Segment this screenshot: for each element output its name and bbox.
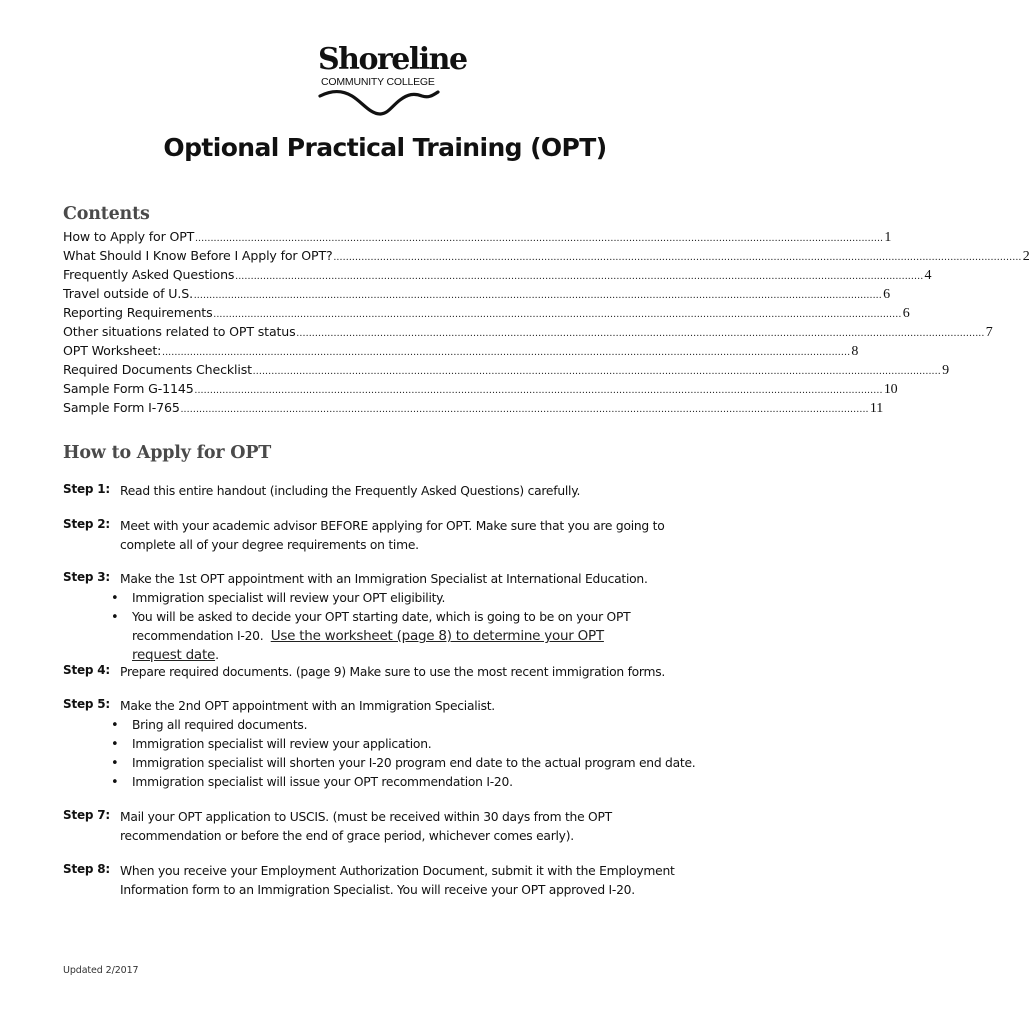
step-label: Step 7: xyxy=(63,808,111,822)
step-text-line: Mail your OPT application to USCIS. (must be received within 30 days from the OPT recommendation or before the end of grace period, whichever comes early). xyxy=(120,810,612,843)
toc-item-label: Required Documents Checklist xyxy=(63,362,252,377)
step-text-line: Make the 2nd OPT appointment with an Immigration Specialist. xyxy=(120,699,495,713)
toc-item-label: Sample Form I-765 xyxy=(63,400,180,415)
wave-icon xyxy=(318,88,440,118)
page-title: Optional Practical Training (OPT) xyxy=(163,133,607,162)
toc-item[interactable] xyxy=(63,381,898,400)
bullet-item xyxy=(120,589,720,608)
toc-item[interactable] xyxy=(63,343,859,362)
step-label: Step 1: xyxy=(63,482,111,496)
toc-item-page: 10 xyxy=(883,382,898,397)
toc-leader: .............................................................................................................................................................................................................................. xyxy=(195,233,884,244)
bullet-text: Immigration specialist will review your OPT eligibility. xyxy=(132,591,446,605)
logo-name: Shoreline xyxy=(318,42,467,77)
toc-leader: .............................................................................................................................................................................................................................. xyxy=(296,328,985,339)
shoreline-logo xyxy=(318,42,467,120)
step-text xyxy=(120,697,720,792)
bullet-text: Immigration specialist will issue your OPT recommendation I-20. xyxy=(132,775,513,789)
bullet-text: Immigration specialist will review your application. xyxy=(132,737,432,751)
bullet-text: You will be asked to decide your OPT starting date, which is going to be on your OPT recommendation I-20. xyxy=(132,610,631,643)
toc-item[interactable] xyxy=(63,305,910,324)
step-text-line: Read this entire handout (including the Frequently Asked Questions) carefully. xyxy=(120,484,581,498)
bullet-item xyxy=(120,754,720,773)
step-label: Step 3: xyxy=(63,570,111,584)
toc-item-label: OPT Worksheet: xyxy=(63,343,162,358)
toc-item-page: 7 xyxy=(985,325,993,340)
toc-item-label: How to Apply for OPT xyxy=(63,229,195,244)
bullet-item: • You will be asked to decide your OPT starting date, which is going to be on your OPT recommendation I-20. Use the worksheet (page 8) to determine your OPT request date. xyxy=(120,608,632,665)
step-text-line: Make the 1st OPT appointment with an Immigration Specialist at International Education. xyxy=(120,572,648,586)
toc-item-page: 11 xyxy=(869,401,884,416)
step-label: Step 2: xyxy=(63,517,111,531)
toc-item-page: 9 xyxy=(942,363,949,378)
section-heading-how-to-apply: How to Apply for OPT xyxy=(63,443,272,463)
bullet-item xyxy=(120,716,720,735)
toc-leader: .............................................................................................................................................................................................................................. xyxy=(333,252,1022,263)
step-text xyxy=(120,663,720,682)
step-text xyxy=(120,570,720,665)
toc-leader: .............................................................................................................................................................................................................................. xyxy=(213,309,902,320)
toc-item-page: 6 xyxy=(902,306,910,321)
toc-item-label: Sample Form G-1145 xyxy=(63,381,194,396)
toc-leader: .............................................................................................................................................................................................................................. xyxy=(235,271,924,282)
toc-leader: .............................................................................................................................................................................................................................. xyxy=(194,385,883,396)
table-of-contents xyxy=(63,229,1030,419)
contents-heading: Contents xyxy=(63,204,150,224)
step-text-line: Prepare required documents. (page 9) Make sure to use the most recent immigration forms. xyxy=(120,665,666,679)
step-text xyxy=(120,862,685,900)
step-text xyxy=(120,808,620,846)
toc-item-page: 6 xyxy=(883,287,890,302)
toc-item-label: Reporting Requirements xyxy=(63,305,213,320)
toc-item[interactable] xyxy=(63,362,949,381)
toc-item[interactable] xyxy=(63,267,932,286)
toc-leader: .............................................................................................................................................................................................................................. xyxy=(162,347,851,358)
toc-item-page: 8 xyxy=(851,344,859,359)
toc-item-page: 4 xyxy=(924,268,932,283)
step-bullets xyxy=(120,589,720,665)
step-text-line: Meet with your academic advisor BEFORE applying for OPT. Make sure that you are going to complete all of your degree requirements on time. xyxy=(120,519,665,552)
step-label: Step 8: xyxy=(63,862,111,876)
bullet-item xyxy=(120,735,720,754)
step-text-line: When you receive your Employment Authorization Document, submit it with the Employment Information form to an Immigration Specialist. You will receive your OPT approved I-20. xyxy=(120,864,675,897)
toc-item[interactable] xyxy=(63,324,993,343)
toc-item[interactable] xyxy=(63,229,892,248)
step-label: Step 5: xyxy=(63,697,111,711)
bullet-item xyxy=(120,773,720,792)
toc-item-page: 1 xyxy=(884,230,892,245)
toc-item-label: Travel outside of U.S. xyxy=(63,286,193,301)
toc-item-page: 2 xyxy=(1022,249,1030,264)
step-label: Step 4: xyxy=(63,663,111,677)
toc-item-label: Other situations related to OPT status xyxy=(63,324,296,339)
step-text xyxy=(120,517,665,555)
footer-updated-date: Updated 2/2017 xyxy=(63,965,139,976)
bullet-text: Immigration specialist will shorten your I-20 program end date to the actual program end date. xyxy=(132,756,696,770)
toc-leader: .............................................................................................................................................................................................................................. xyxy=(180,404,869,415)
toc-item-label: What Should I Know Before I Apply for OPT? xyxy=(63,248,333,263)
toc-item-label: Frequently Asked Questions xyxy=(63,267,235,282)
toc-item[interactable] xyxy=(63,248,1030,267)
toc-leader: .............................................................................................................................................................................................................................. xyxy=(193,290,883,301)
step-bullets xyxy=(120,716,720,792)
logo-subtitle: COMMUNITY COLLEGE xyxy=(321,76,435,88)
step-text xyxy=(120,482,720,501)
toc-item[interactable] xyxy=(63,286,890,305)
toc-leader: .............................................................................................................................................................................................................................. xyxy=(252,366,942,377)
worksheet-link[interactable]: Use the worksheet (page 8) to determine your OPT request date xyxy=(132,628,604,663)
bullet-text: Bring all required documents. xyxy=(132,718,308,732)
toc-item[interactable] xyxy=(63,400,884,419)
